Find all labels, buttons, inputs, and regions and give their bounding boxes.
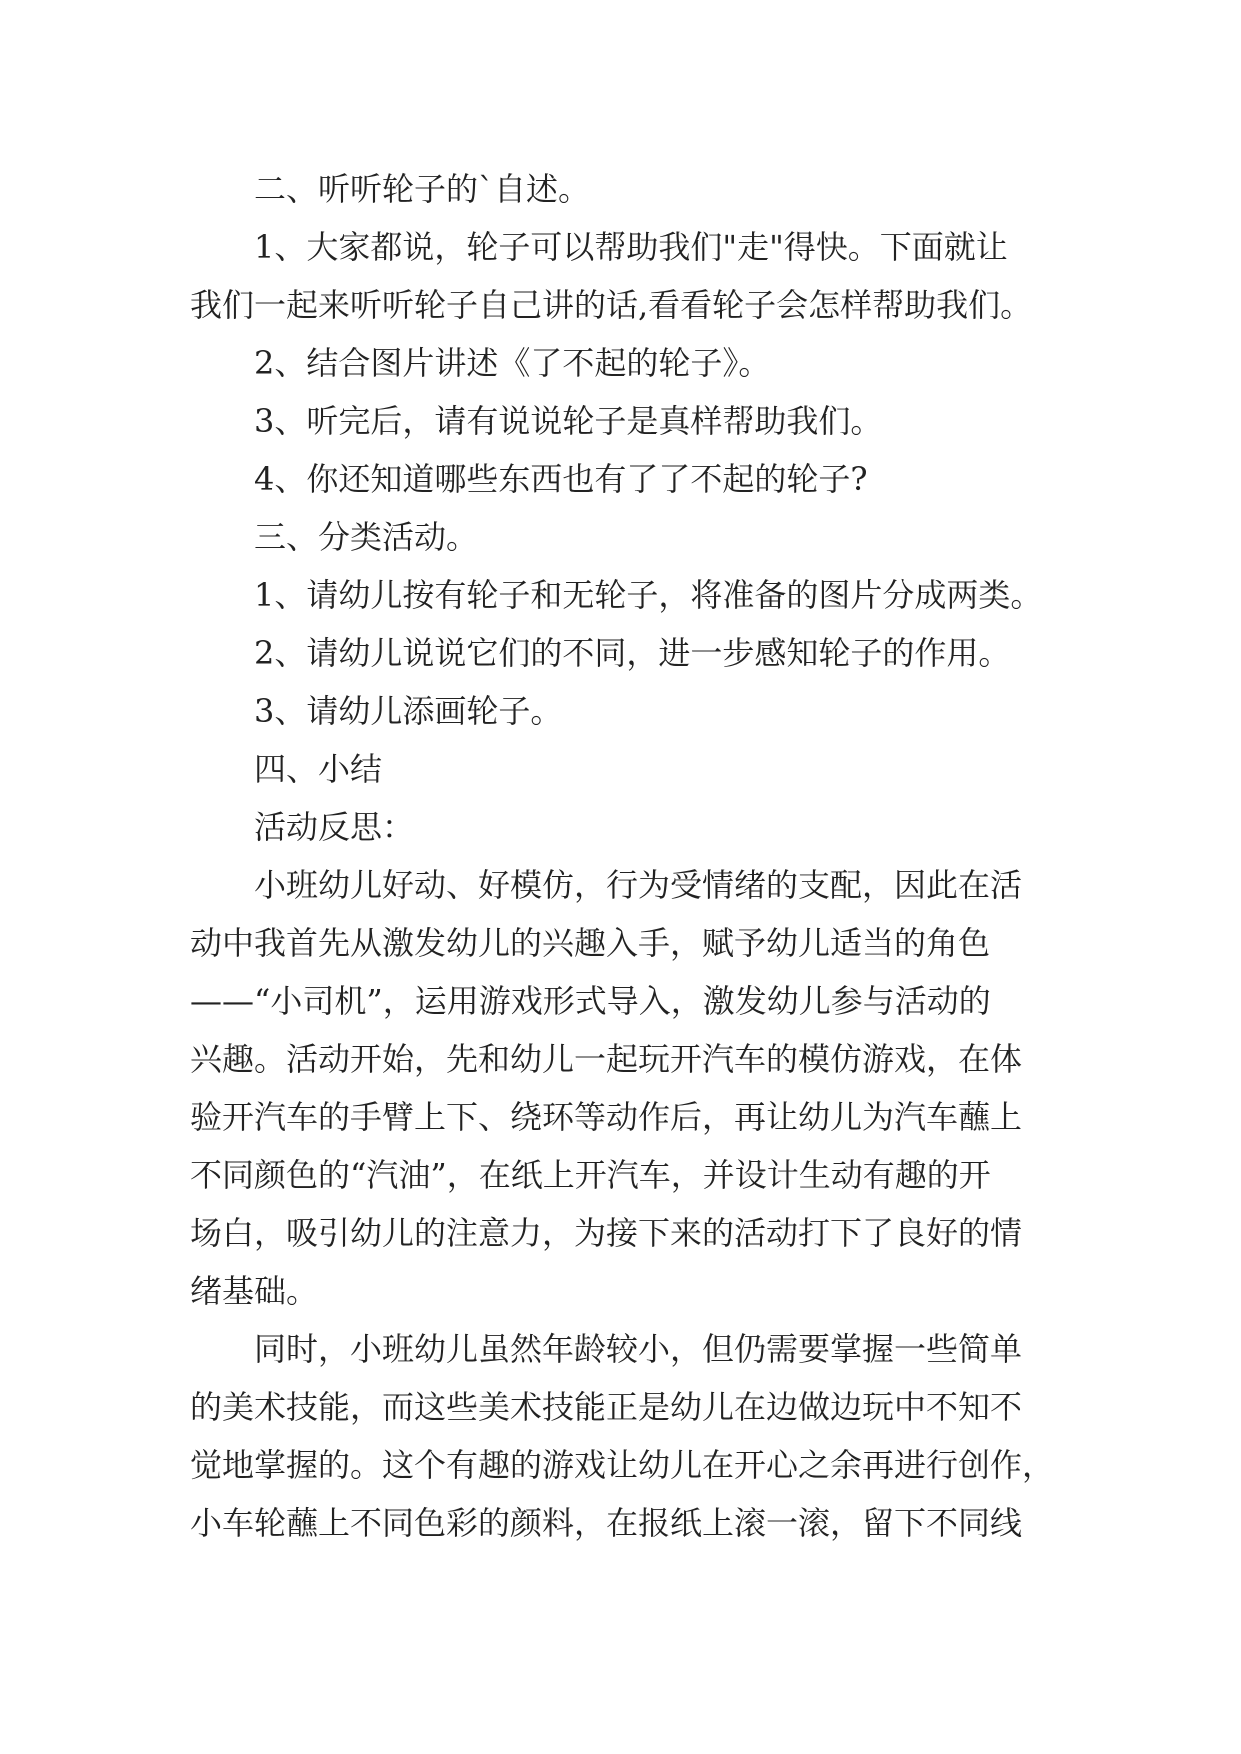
paragraph-line: 2、结合图片讲述《了不起的轮子》。: [254, 344, 771, 382]
paragraph-line: 3、听完后，请有说说轮子是真样帮助我们。: [254, 402, 883, 440]
paragraph-line: 绪基础。: [190, 1272, 319, 1310]
paragraph-line: 觉地掌握的。这个有趣的游戏让幼儿在开心之余再进行创作，: [190, 1446, 1055, 1484]
paragraph-line: 动中我首先从激发幼儿的兴趣入手，赋予幼儿适当的角色: [190, 924, 991, 962]
reflection-heading: 活动反思：: [254, 808, 415, 846]
section-heading-4: 四、小结: [254, 750, 383, 788]
document-body: [190, 160, 1055, 1552]
paragraph-line: 2、请幼儿说说它们的不同，进一步感知轮子的作用。: [254, 634, 1011, 672]
paragraph-line: 的美术技能，而这些美术技能正是幼儿在边做边玩中不知不: [190, 1388, 1023, 1426]
paragraph-line: 4、你还知道哪些东西也有了了不起的轮子?: [254, 460, 868, 498]
paragraph-line: 小班幼儿好动、好模仿，行为受情绪的支配，因此在活: [254, 866, 1023, 904]
paragraph-line: 3、请幼儿添画轮子。: [254, 692, 563, 730]
paragraph-line: 1、大家都说，轮子可以帮助我们"走"得快。下面就让: [254, 228, 1008, 266]
paragraph-line: 1、请幼儿按有轮子和无轮子，将准备的图片分成两类。: [254, 576, 1043, 614]
section-heading-3: 三、分类活动。: [254, 518, 479, 556]
paragraph-line: 场白，吸引幼儿的注意力，为接下来的活动打下了良好的情: [190, 1214, 1023, 1252]
paragraph-line: 我们一起来听听轮子自己讲的话,看看轮子会怎样帮助我们。: [190, 286, 1033, 324]
paragraph-line: ——“小司机”，运用游戏形式导入，激发幼儿参与活动的: [190, 982, 991, 1020]
paragraph-line: 验开汽车的手臂上下、绕环等动作后，再让幼儿为汽车蘸上: [190, 1098, 1023, 1136]
section-heading-2: 二、听听轮子的`自述。: [254, 170, 591, 208]
paragraph-line: 兴趣。活动开始，先和幼儿一起玩开汽车的模仿游戏，在体: [190, 1040, 1023, 1078]
paragraph-line: 同时，小班幼儿虽然年龄较小，但仍需要掌握一些简单: [254, 1330, 1023, 1368]
paragraph-line: 小车轮蘸上不同色彩的颜料，在报纸上滚一滚，留下不同线: [190, 1504, 1023, 1542]
paragraph-line: 不同颜色的“汽油”，在纸上开汽车，并设计生动有趣的开: [190, 1156, 991, 1194]
